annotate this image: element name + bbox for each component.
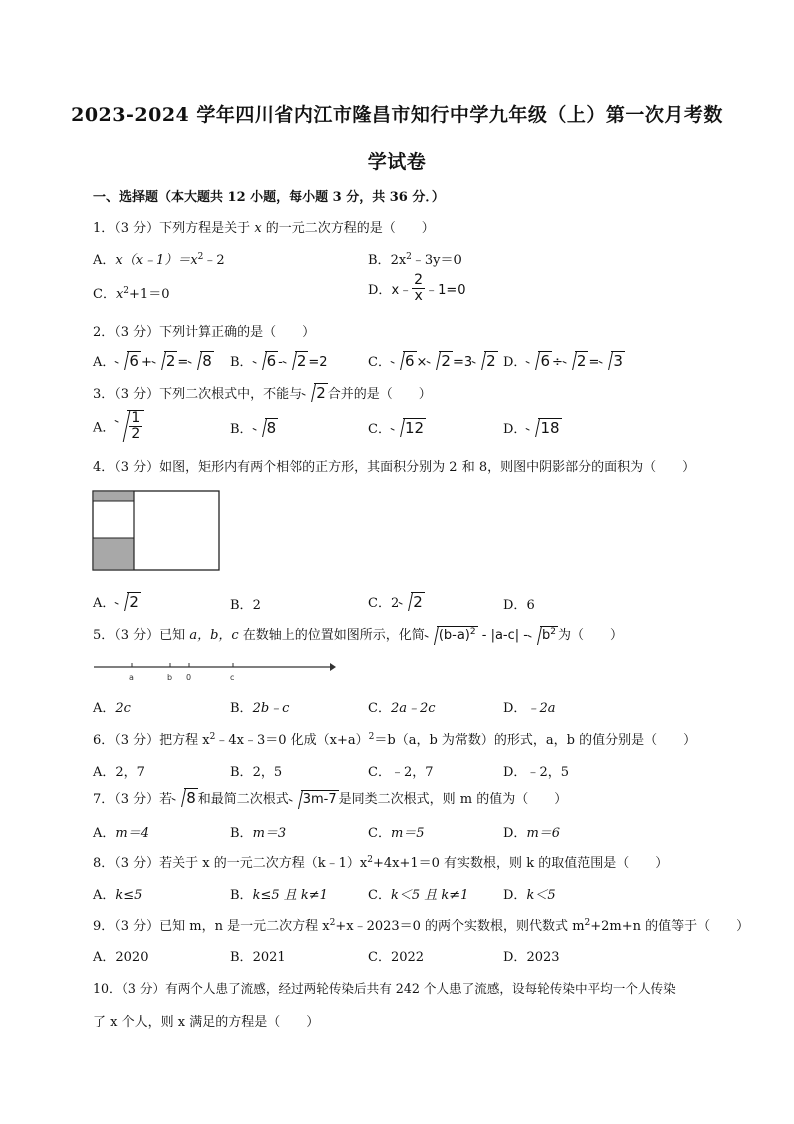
axis-label-c: c [230,673,235,682]
radicand: 2 [576,352,587,370]
exponent: 2 [367,855,373,865]
option-label: D． [503,355,527,370]
operator: × [416,355,428,370]
axis-label-b: b [167,673,173,682]
question-6-stem [93,729,696,748]
q3-stem-b: 合并的是（ ） [327,387,432,402]
axis-label-a: a [129,673,134,682]
q6-stem-c: ＝b（a，b 为常数）的形式，a，b 的值分别是（ ） [374,733,697,748]
option-text: ﹣2，7 [390,765,434,780]
exponent: 2 [406,252,412,262]
shaded-top [93,491,134,501]
question-3-stem [93,383,432,402]
radical [599,351,625,370]
radical [563,351,589,370]
radicand: 18 [540,419,560,437]
fraction [412,273,425,304]
q1-option-d [368,273,466,304]
q5-stem-b: 在数轴上的位置如图所示，化简 [238,628,425,643]
q7-stem-c: 是同类二次根式，则 m 的值为（ ） [338,792,568,807]
q9-option-d [503,946,560,965]
q9-option-b [230,946,286,965]
q9-stem-c: +2m+n 的值等于（ ） [590,919,750,934]
equals: = [588,355,600,370]
radicand: 2 [129,593,139,611]
radicand: 3 [613,352,623,370]
radical [172,788,198,807]
option-text: k＜5 [526,888,556,903]
option-text: 2021 [252,950,286,965]
radical [302,383,328,402]
radicand: 8 [186,789,196,807]
option-text: 2022 [390,950,425,965]
title-line-1: 2023-2024 学年四川省内江市隆昌市知行中学九年级（上）第一次月考数 [71,104,723,126]
radicand: 8 [266,419,277,437]
exponent: 2 [368,732,375,742]
numerator: 1 [131,410,141,426]
radical [399,592,425,611]
q1-stem-b: 的一元二次方程的是（ ） [261,221,435,236]
radical [283,351,309,370]
option-text-pre: x﹣ [391,283,413,298]
exponent: 2 [550,627,556,637]
q6-option-d [503,761,569,780]
q1-option-a [93,249,225,268]
radicand: 8 [202,352,212,370]
radicand: 2 [296,352,307,370]
q1-stem-var: x [254,221,262,236]
q3-option-b [230,418,278,437]
question-8-stem [93,852,668,871]
option-label: C． [368,888,391,903]
question-10-line-2: 了 x 个人，则 x 满足的方程是（ ） [93,1015,320,1030]
question-4-stem: 4．（3 分）如图，矩形内有两个相邻的正方形，其面积分别为 2 和 8，则图中阴影部分的面积为（ ） [93,460,696,475]
option-text: 2020 [115,950,149,965]
q3-option-a [93,410,144,442]
radicand: 3m-7 [302,792,337,807]
equals: = [177,355,189,370]
option-text: 2b﹣c [252,701,290,716]
option-label: B． [230,826,253,841]
operator: - [278,355,283,370]
option-text: 2c [115,701,131,716]
q6-stem-b: ﹣4x﹣3＝0 化成（x+a） [215,733,369,748]
radicand: 6 [404,352,415,370]
option-label: C． [368,596,391,611]
radicand: 2 [486,352,496,370]
option-text: m＝4 [115,826,149,841]
option-label: D． [503,765,527,780]
q4-option-c [368,592,425,611]
option-label: A． [93,950,116,965]
q7-stem-a: 7．（3 分）若 [93,792,173,807]
q2-option-b [230,351,328,370]
option-label: C． [368,765,391,780]
operator: + [140,355,152,370]
radicand: 2 [441,352,451,370]
radical [289,789,339,809]
radicand: 2 [165,352,176,370]
q8-stem-b: +4x+1＝0 有实数根，则 k 的取值范围是（ ） [373,856,669,871]
option-label: A． [93,253,116,268]
exponent: 2 [123,286,130,296]
option-label: D． [503,826,527,841]
option-label: A． [93,826,116,841]
option-text: 2x [390,253,407,268]
exponent: 2 [469,627,476,637]
option-label: A． [93,888,116,903]
radicand: 12 [404,419,425,437]
q4-option-a [93,592,141,611]
question-10-line-1: 10．（3 分）有两个人患了流感，经过两轮传染后共有 242 个人患了流感，设每轮传染中平均一个人传染 [93,981,676,996]
numerator: 2 [414,272,424,288]
option-text: k＜5 且 k≠1 [390,888,469,903]
section-heading: 一、选择题（本大题共 12 小题，每小题 3 分，共 36 分．） [93,190,445,205]
radical [526,351,552,370]
q8-option-a [93,884,142,903]
q2-option-c [368,351,498,370]
q3-stem-a: 3．（3 分）下列二次根式中，不能与 [93,387,303,402]
option-text-tail: ﹣2 [203,253,225,268]
option-label: D． [503,888,527,903]
coefficient: 2 [390,596,400,611]
option-label: A． [93,355,116,370]
option-text: ﹣2a [526,701,556,716]
option-label: D． [503,701,527,716]
q9-option-c [368,946,424,965]
q9-stem-b: +x﹣2023＝0 的两个实数根，则代数式 m [335,919,585,934]
exponent: 2 [197,252,204,262]
option-text: x [115,287,124,302]
q8-option-d [503,884,556,903]
question-1-stem [93,217,435,236]
option-text-tail: +1＝0 [129,287,170,302]
option-label: C． [368,355,391,370]
q4-option-b [230,594,261,613]
radical [253,418,279,437]
option-label: B． [230,598,253,613]
option-text: m＝5 [390,826,425,841]
axis-label-0: 0 [186,673,192,682]
radical [528,625,558,645]
option-label: B． [230,950,253,965]
option-label: B． [230,422,253,437]
option-text: 2a﹣2c [390,701,436,716]
option-label: A． [93,765,116,780]
option-text: m＝3 [252,826,287,841]
expr-middle: - |a-c| - [477,628,528,643]
option-text-post: ﹣1=0 [425,283,466,298]
option-label: A． [93,420,116,436]
option-text: k≤5 且 k≠1 [252,888,328,903]
option-text: 2 [252,598,261,613]
q6-option-a [93,761,145,780]
radical [427,351,453,370]
q3-option-c [368,418,426,437]
q5-option-b [230,697,289,716]
question-7-stem [93,788,567,809]
expr: (b-a) [438,628,470,643]
option-text: 6 [526,598,535,613]
option-text: 2023 [526,950,560,965]
result: =2 [308,355,328,370]
q7-option-b [230,822,286,841]
option-label: A． [93,596,116,611]
radical [391,351,417,370]
q5-option-c [368,697,436,716]
option-text: m＝6 [526,826,561,841]
q5-option-a [93,697,131,716]
equals: =3 [452,355,473,370]
q7-stem-b: 和最简二次根式 [197,792,289,807]
option-label: C． [368,950,391,965]
option-label: B． [230,355,253,370]
expr: b [541,628,551,643]
radical [115,351,141,370]
option-text-tail: ﹣3y＝0 [411,253,462,268]
exponent: 2 [209,732,216,742]
option-label: D． [503,598,527,613]
radicand: 2 [316,384,326,402]
radicand: 6 [540,352,550,370]
q5-option-d [503,697,555,716]
option-label: C． [368,826,391,841]
question-5-stem [93,624,623,645]
q3-option-d [503,418,562,437]
option-text: 2，5 [252,765,283,780]
denominator: 2 [131,426,141,442]
q9-option-a [93,946,148,965]
fraction [127,410,144,442]
q1-option-c [93,283,169,302]
radicand: 6 [129,352,139,370]
option-label: D． [368,283,392,298]
q5-stem-c: 为（ ） [557,628,623,643]
option-label: A． [93,701,116,716]
q6-option-b [230,761,282,780]
question-2-stem: 2．（3 分）下列计算正确的是（ ） [93,325,316,340]
q6-stem-a: 6．（3 分）把方程 x [93,733,210,748]
shaded-bottom [93,538,134,570]
option-label: D． [503,422,527,437]
denominator: x [414,288,423,304]
radical [391,418,426,437]
q5-stem-a: 5．（3 分）已知 [93,628,190,643]
option-text: ﹣2，5 [526,765,569,780]
axis-arrow [330,663,336,671]
radicand: 2 [413,593,423,611]
option-label: C． [368,422,391,437]
small-square [93,501,134,538]
q4-rectangle-figure [92,490,222,572]
radical [115,410,144,442]
q7-option-d [503,822,560,841]
q6-option-c [368,761,434,780]
radical [152,351,178,370]
exponent: 2 [329,918,336,928]
option-label: B． [230,701,253,716]
radicand [540,626,558,645]
q5-stem-vars: a，b，c [189,628,239,643]
q9-stem-a: 9．（3 分）已知 m，n 是一元二次方程 x [93,919,330,934]
q2-option-d [503,351,625,370]
option-label: C． [93,287,116,302]
radical [115,592,141,611]
q1-stem-a: 1．（3 分）下列方程是关于 [93,221,255,236]
q4-option-d [503,594,535,613]
option-label: B． [230,765,253,780]
q7-option-a [93,822,149,841]
option-label: D． [503,950,527,965]
option-label: C． [368,701,391,716]
q2-option-a [93,351,214,370]
radical [472,351,498,370]
option-label: B． [368,253,391,268]
radical [253,351,279,370]
option-label: B． [230,888,253,903]
question-9-stem [93,915,749,934]
q8-stem-a: 8．（3 分）若关于 x 的一元二次方程（k﹣1）x [93,856,368,871]
q1-option-b [368,249,462,268]
radical [425,625,478,645]
option-text: 2，7 [115,765,145,780]
operator: ÷ [551,355,563,370]
radical [526,418,561,437]
q8-option-c [368,884,468,903]
option-text: x（x﹣1）＝x [115,253,198,268]
radical [188,351,214,370]
option-text: k≤5 [115,888,143,903]
exponent: 2 [584,918,591,928]
q5-number-line [92,658,337,684]
q7-option-c [368,822,425,841]
radicand: 6 [266,352,277,370]
title-line-2: 学试卷 [367,151,427,173]
radicand [437,626,478,645]
q8-option-b [230,884,328,903]
